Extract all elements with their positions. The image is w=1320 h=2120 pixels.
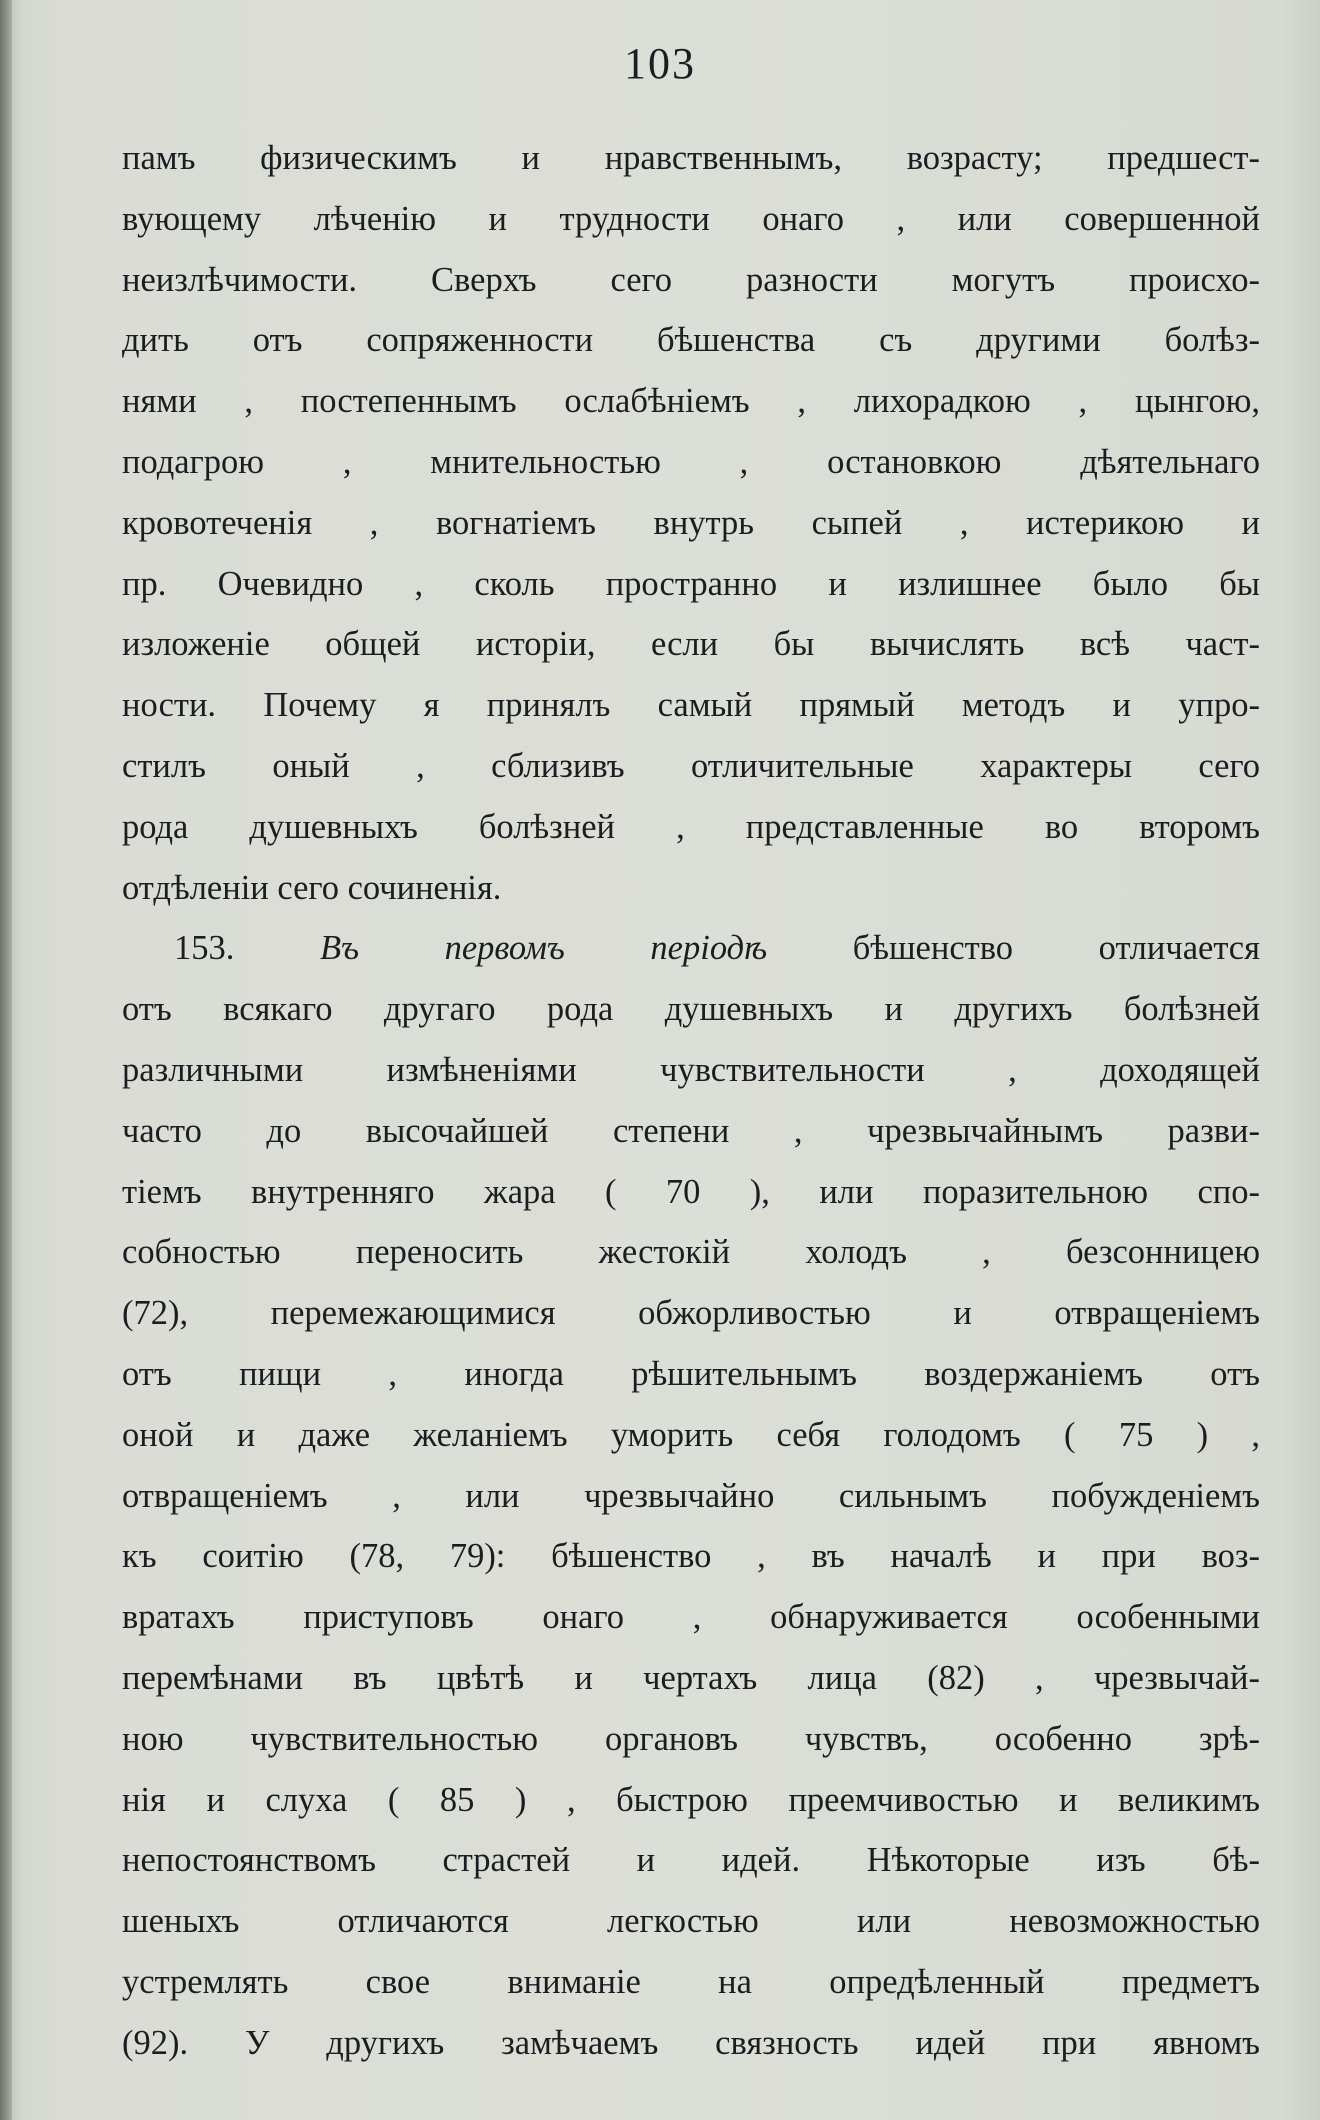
text-line: памъ физическимъ и нравственнымъ, возрасту; предшест- (122, 139, 1260, 177)
text-line: (92). У другихъ замѣчаемъ связность идей при явномъ (122, 2023, 1260, 2062)
page-number: 103 (624, 39, 696, 88)
text-line: неизлѣчимости. Сверхъ сего разности могутъ происхо- (122, 260, 1260, 299)
text-line: непостоянствомъ страстей и идей. Нѣкоторые изъ бѣ- (122, 1841, 1260, 1880)
text-line: нія и слуха ( 85 ) , быстрою преемчивостью и великимъ (122, 1780, 1260, 1819)
text-line: отъ всякаго другаго рода душевныхъ и другихъ болѣзней (122, 990, 1260, 1029)
text-line: отвращеніемъ , или чрезвычайно сильнымъ побужденіемъ (122, 1476, 1260, 1515)
text-line: ною чувствительностью органовъ чувствъ, особенно зрѣ- (122, 1719, 1260, 1758)
text-line: къ соитію (78, 79): бѣшенство , въ началѣ и при воз- (122, 1537, 1260, 1576)
text-line: различными измѣненіями чувствительности , доходящей (122, 1050, 1260, 1089)
text-line: отъ пищи , иногда рѣшительнымъ воздержаніемъ отъ (122, 1354, 1260, 1393)
text-line: часто до высочайшей степени , чрезвычайнымъ разви- (122, 1111, 1260, 1150)
text-line: перемѣнами въ цвѣтѣ и чертахъ лица (82) , чрезвычай- (122, 1658, 1260, 1697)
text-line: подагрою , мнительностью , остановкою дѣятельнаго (122, 442, 1260, 481)
text-line: вратахъ приступовъ онаго , обнаруживается особенными (122, 1598, 1260, 1637)
text-line: устремлять свое вниманіе на опредѣленный предметъ (122, 1962, 1260, 2001)
section-first-line (122, 918, 1260, 979)
text-line: отдѣленіи сего сочиненія. (122, 868, 502, 907)
text-line: изложеніе общей исторіи, если бы вычислять всѣ част- (122, 625, 1260, 664)
text-line: ности. Почему я принялъ самый прямый методъ и упро- (122, 686, 1260, 725)
text-line: вующему лѣченію и трудности онаго , или совершенной (122, 199, 1260, 238)
section-heading: Въ первомъ періодѣ (320, 929, 768, 968)
text-line: дить отъ сопряженности бѣшенства съ другими болѣз- (122, 321, 1260, 360)
text-line: (72), перемежающимися обжорливостью и отвращеніемъ (122, 1294, 1260, 1333)
text-line: рода душевныхъ болѣзней , представленные во второмъ (122, 807, 1260, 846)
text-line: тіемъ внутренняго жара ( 70 ), или поразительною спо- (122, 1172, 1260, 1211)
body-text (122, 128, 1260, 2074)
text-line: кровотеченія , вогнатіемъ внутрь сыпей , истерикою и (122, 503, 1260, 542)
text-line: собностью переносить жестокій холодъ , безсонницею (122, 1233, 1260, 1272)
text-line: шеныхъ отличаются легкостью или невозможностью (122, 1902, 1260, 1941)
section-number: 153. (174, 929, 235, 968)
page-binding-edge (0, 0, 12, 2120)
text-line: стилъ оный , сблизивъ отличительные характеры сего (122, 746, 1260, 785)
text-line: оной и даже желаніемъ уморить себя голодомъ ( 75 ) , (122, 1415, 1260, 1454)
text-line: пр. Очевидно , сколь пространно и излишнее было бы (122, 564, 1260, 603)
text-line: нями , постепеннымъ ослабѣніемъ , лихорадкою , цынгою, (122, 382, 1260, 421)
section-lead-text: бѣшенство отличается (852, 929, 1260, 968)
